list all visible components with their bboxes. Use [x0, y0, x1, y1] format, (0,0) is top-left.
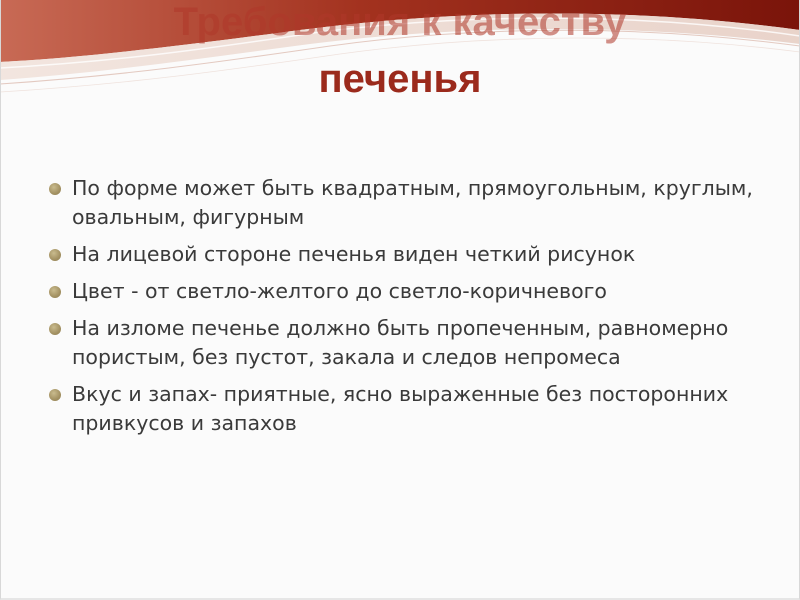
bullet-item	[48, 380, 768, 438]
bullet-dot-icon	[49, 249, 61, 261]
bullet-list	[48, 174, 768, 446]
bullet-dot-icon	[49, 323, 61, 335]
bullet-item	[48, 277, 768, 306]
bullet-item	[48, 174, 768, 232]
bullet-text: Цвет - от светло-желтого до светло-коричневого	[72, 279, 607, 303]
bullet-dot-icon	[49, 389, 61, 401]
slide-title-line-1: Требования к качеству	[173, 0, 627, 44]
bullet-dot-icon	[49, 183, 61, 195]
bullet-item	[48, 240, 768, 269]
bullet-item	[48, 314, 768, 372]
bullet-dot-icon	[49, 286, 61, 298]
bullet-text: На лицевой стороне печенья виден четкий рисунок	[72, 242, 636, 266]
slide-title-line-2: печенья	[318, 57, 482, 101]
bullet-text: По форме может быть квадратным, прямоугольным, круглым, овальным, фигурным	[72, 176, 753, 229]
bullet-text: Вкус и запах- приятные, ясно выраженные без посторонних привкусов и запахов	[72, 382, 729, 435]
bullet-text: На изломе печенье должно быть пропеченным, равномерно пористым, без пустот, закала и следов непромеса	[72, 316, 729, 369]
